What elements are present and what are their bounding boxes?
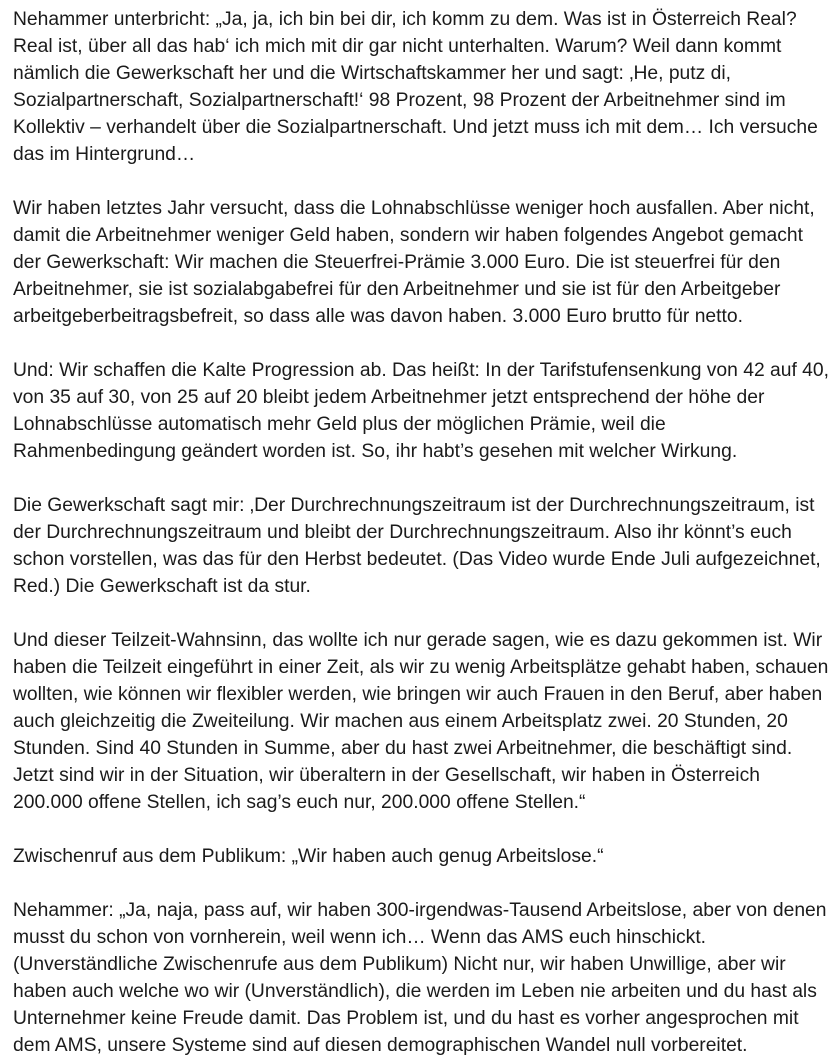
paragraph-nehammer-interrupts: Nehammer unterbricht: „Ja, ja, ich bin bei dir, ich komm zu dem. Was ist in Österreich Real? Real ist, über all das hab‘ ich mich mit dir gar nicht unterhalten. Warum? Weil dann kommt nämlich die Gewerkschaft her und die Wirtschaftskammer her und sagt: ‚He, putz di, Sozialpartnerschaft, Sozialpartnerschaft!‘ 98 Prozent, 98 Prozent der Arbeitnehmer sind im Kollektiv – verhandelt über die Sozialpartnerschaft. Und jetzt muss ich mit dem… Ich versuche das im Hintergrund… [13, 9, 818, 165]
paragraph-wage-agreements: Wir haben letztes Jahr versucht, dass die Lohnabschlüsse weniger hoch ausfallen. Aber nicht, damit die Arbeitnehmer weniger Geld haben, sondern wir haben folgendes Angebot gemacht der Gewerkschaft: Wir machen die Steuerfrei-Prämie 3.000 Euro. Die ist steuerfrei für den Arbeitnehmer, sie ist sozialabgabefrei für den Arbeitnehmer und sie ist für den Arbeitgeber arbeitgeberbeitragsbefreit, so dass alle was davon haben. 3.000 Euro brutto für netto. [13, 198, 815, 327]
paragraph-cold-progression: Und: Wir schaffen die Kalte Progression ab. Das heißt: In der Tarifstufensenkung von 42 auf 40, von 35 auf 30, von 25 auf 20 bleibt jedem Arbeitnehmer jetzt entsprechend der höhe der Lohnabschlüsse automatisch mehr Geld plus der möglichen Prämie, weil die Rahmenbedingung geändert worden ist. So, ihr habt’s gesehen mit welcher Wirkung. [13, 360, 829, 462]
paragraph-nehammer-unemployed: Nehammer: „Ja, naja, pass auf, wir haben 300-irgendwas-Tausend Arbeitslose, aber von denen musst du schon von vornherein, weil wenn ich… Wenn das AMS euch hinschickt. (Unverständliche Zwischenrufe aus dem Publikum) Nicht nur, wir haben Unwillige, aber wir haben auch welche wo wir (Unverständlich), die werden im Leben nie arbeiten und du hast als Unternehmer keine Freude damit. Das Problem ist, und du hast es vorher angesprochen mit dem AMS, unsere Systeme sind auf diesen demographischen Wandel null vorbereitet. [13, 900, 827, 1056]
article-body [13, 6, 831, 1059]
paragraph-audience-interjection: Zwischenruf aus dem Publikum: „Wir haben auch genug Arbeitslose.“ [13, 846, 604, 867]
paragraph-part-time: Und dieser Teilzeit-Wahnsinn, das wollte ich nur gerade sagen, wie es dazu gekommen ist. Wir haben die Teilzeit eingeführt in einer Zeit, als wir zu wenig Arbeitsplätze gehabt haben, schauen wollten, wie können wir flexibler werden, wie bringen wir auch Frauen in den Beruf, aber haben auch gleichzeitig die Zweiteilung. Wir machen aus einem Arbeitsplatz zwei. 20 Stunden, 20 Stunden. Sind 40 Stunden in Summe, aber du hast zwei Arbeitnehmer, die beschäftigt sind. Jetzt sind wir in der Situation, wir überaltern in der Gesellschaft, wir haben in Österreich 200.000 offene Stellen, ich sag’s euch nur, 200.000 offene Stellen.“ [13, 630, 829, 813]
paragraph-union-calculation-period: Die Gewerkschaft sagt mir: ‚Der Durchrechnungszeitraum ist der Durchrechnungszeitraum, ist der Durchrechnungszeitraum und bleibt der Durchrechnungszeitraum. Also ihr könnt’s euch schon vorstellen, was das für den Herbst bedeutet. (Das Video wurde Ende Juli aufgezeichnet, Red.) Die Gewerkschaft ist da stur. [13, 495, 821, 597]
